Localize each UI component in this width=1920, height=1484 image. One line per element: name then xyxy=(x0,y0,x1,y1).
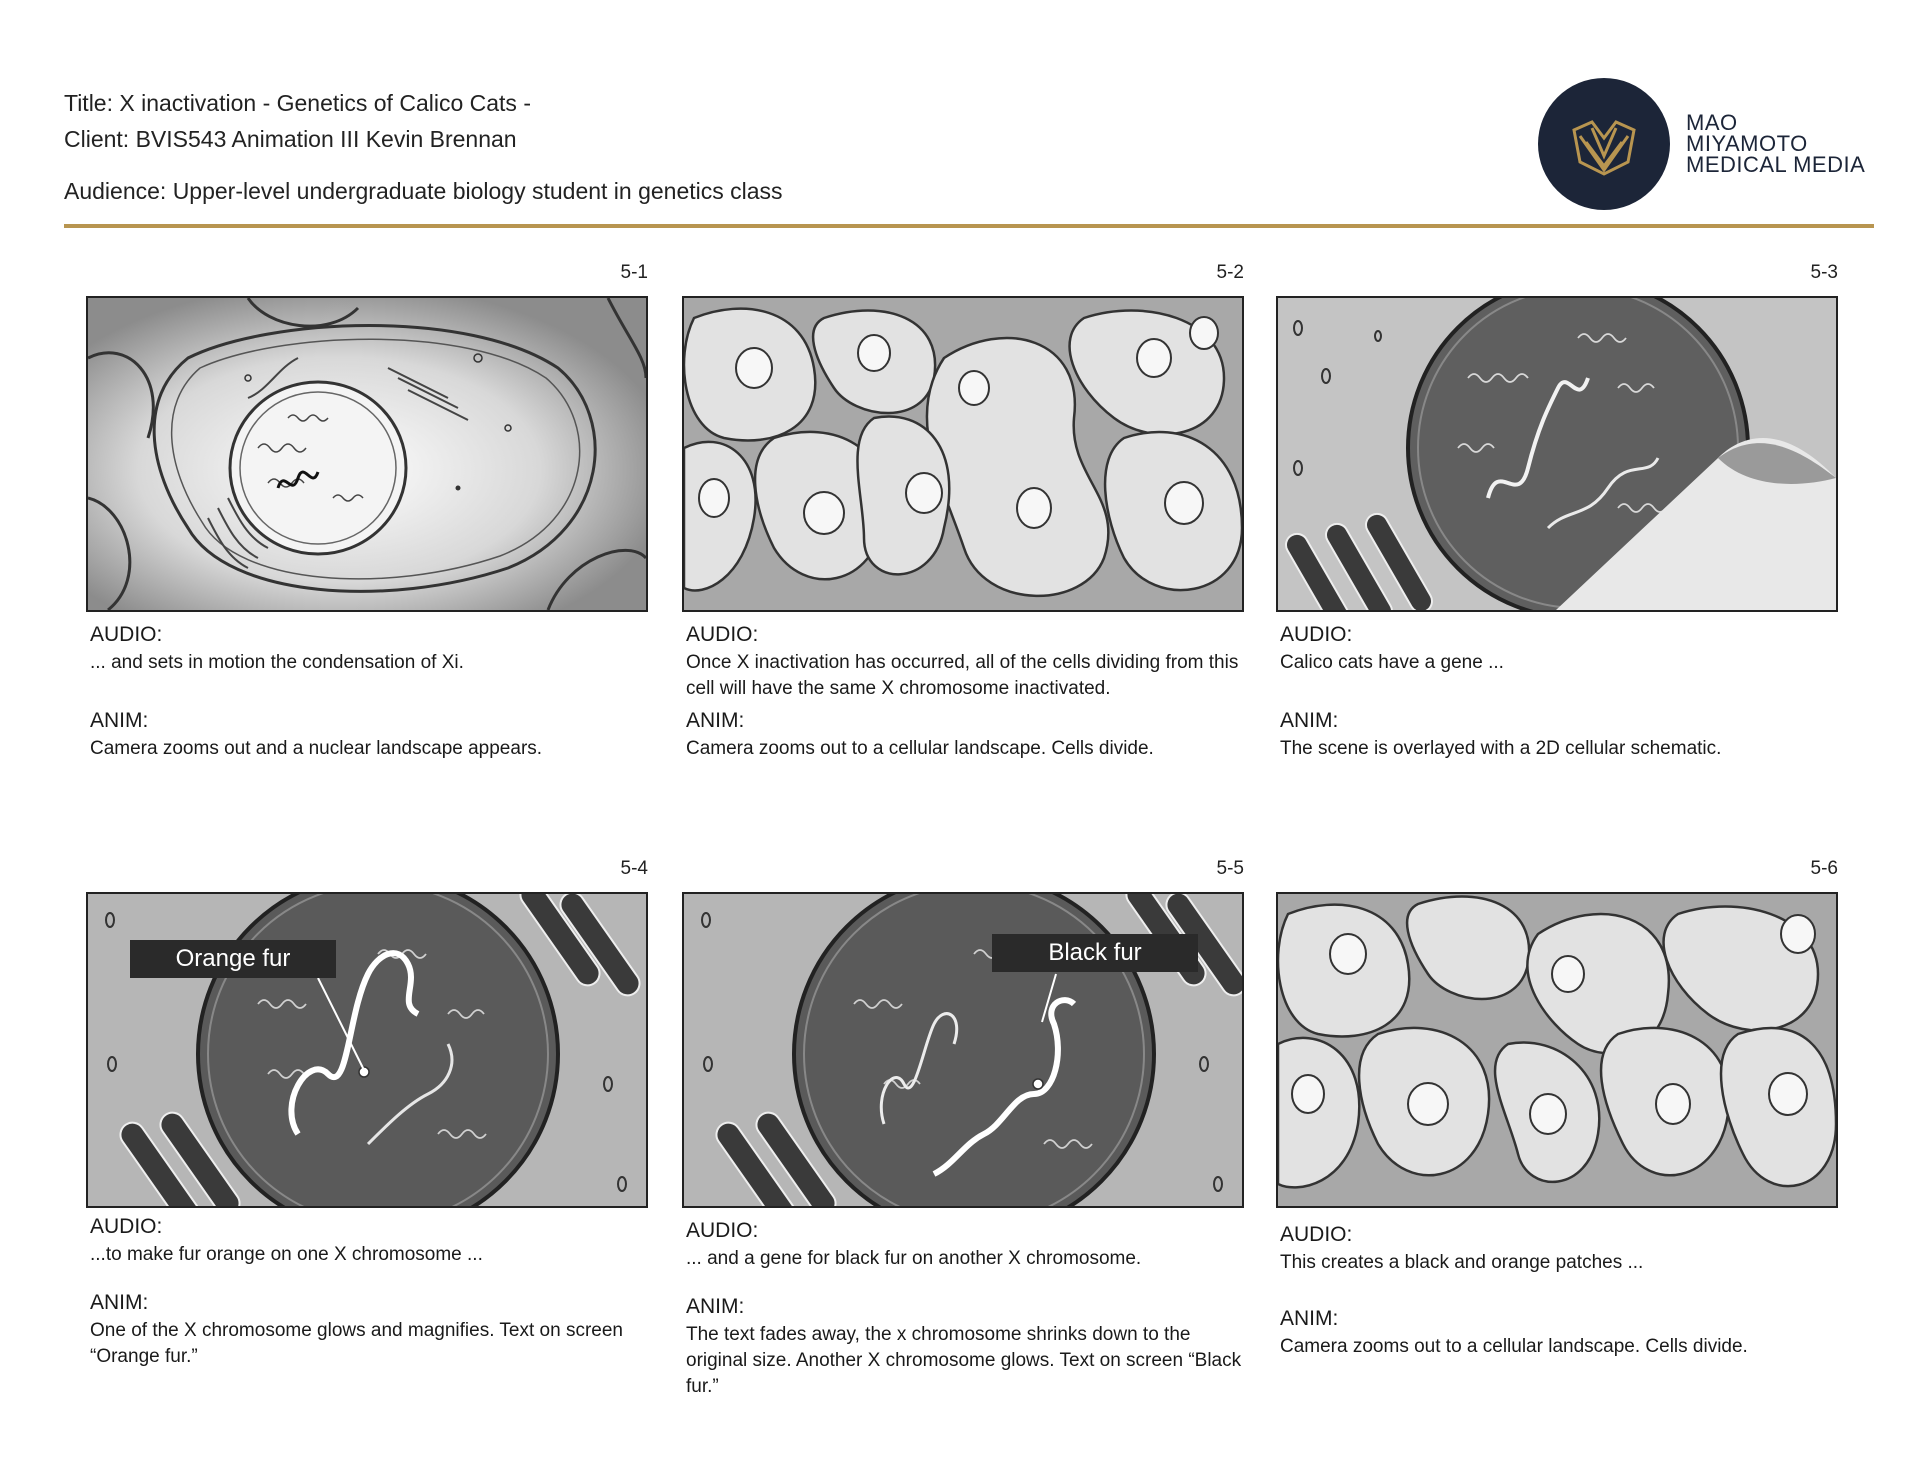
anim-label: ANIM: xyxy=(90,709,149,732)
panel-caption xyxy=(90,1214,650,1370)
audio-text: ...to make fur orange on one X chromosome ... xyxy=(90,1244,483,1265)
audio-label: AUDIO: xyxy=(686,1219,759,1242)
audio-label: AUDIO: xyxy=(686,623,759,646)
company-name-line-3: MEDICAL MEDIA xyxy=(1686,152,1866,177)
panel-caption xyxy=(1280,622,1840,762)
audio-label: AUDIO: xyxy=(1280,1223,1353,1246)
panel-caption xyxy=(1280,1222,1840,1360)
audio-text: Once X inactivation has occurred, all of the cells dividing from this cell will have the same X chromosome inactivated. xyxy=(686,652,1239,699)
audio-text: ... and a gene for black fur on another X chromosome. xyxy=(686,1248,1142,1269)
panel-illustration xyxy=(86,892,648,1208)
client-line: Client: BVIS543 Animation III Kevin Brennan xyxy=(64,126,517,152)
anim-text: Camera zooms out to a cellular landscape. Cells divide. xyxy=(686,738,1154,759)
panel-illustration xyxy=(1276,892,1838,1208)
panel-number: 5-6 xyxy=(1810,858,1838,879)
black-fur-label: Black fur xyxy=(992,934,1198,972)
audio-text: ... and sets in motion the condensation of Xi. xyxy=(90,652,464,673)
panel-caption xyxy=(90,622,650,762)
audio-label: AUDIO: xyxy=(90,1215,163,1238)
company-name-line-1: MAO xyxy=(1686,110,1738,135)
audio-label: AUDIO: xyxy=(1280,623,1353,646)
panel-number: 5-2 xyxy=(1216,262,1244,283)
panel-caption xyxy=(686,1218,1246,1400)
company-name xyxy=(1686,112,1865,175)
company-name-line-2: MIYAMOTO xyxy=(1686,131,1808,156)
panel-illustration xyxy=(1276,296,1838,612)
panel-caption xyxy=(686,622,1246,762)
audio-label: AUDIO: xyxy=(90,623,163,646)
panel-illustration xyxy=(86,296,648,612)
audience-line: Audience: Upper-level undergraduate biology student in genetics class xyxy=(64,178,783,204)
anim-text: The text fades away, the x chromosome shrinks down to the original size. Another X chromosome glows. Text on screen “Black fur.” xyxy=(686,1324,1242,1397)
company-logo xyxy=(1538,78,1670,210)
anim-label: ANIM: xyxy=(1280,1307,1339,1330)
panel-number: 5-5 xyxy=(1216,858,1244,879)
panel-illustration xyxy=(682,892,1244,1208)
storyboard-title: Title: X inactivation - Genetics of Calico Cats - xyxy=(64,90,531,116)
anim-text: Camera zooms out to a cellular landscape. Cells divide. xyxy=(1280,1336,1748,1357)
anim-label: ANIM: xyxy=(686,1295,745,1318)
open-book-icon xyxy=(1538,78,1670,210)
audio-text: This creates a black and orange patches ... xyxy=(1280,1252,1644,1273)
anim-label: ANIM: xyxy=(686,709,745,732)
panel-number: 5-3 xyxy=(1810,262,1838,283)
anim-text: The scene is overlayed with a 2D cellular schematic. xyxy=(1280,738,1722,759)
header-divider xyxy=(64,224,1874,228)
panel-number: 5-4 xyxy=(620,858,648,879)
orange-fur-label: Orange fur xyxy=(130,940,336,978)
anim-text: One of the X chromosome glows and magnifies. Text on screen “Orange fur.” xyxy=(90,1320,623,1367)
audio-text: Calico cats have a gene ... xyxy=(1280,652,1504,673)
anim-label: ANIM: xyxy=(1280,709,1339,732)
anim-label: ANIM: xyxy=(90,1291,149,1314)
panel-number: 5-1 xyxy=(620,262,648,283)
anim-text: Camera zooms out and a nuclear landscape appears. xyxy=(90,738,543,759)
panel-illustration xyxy=(682,296,1244,612)
